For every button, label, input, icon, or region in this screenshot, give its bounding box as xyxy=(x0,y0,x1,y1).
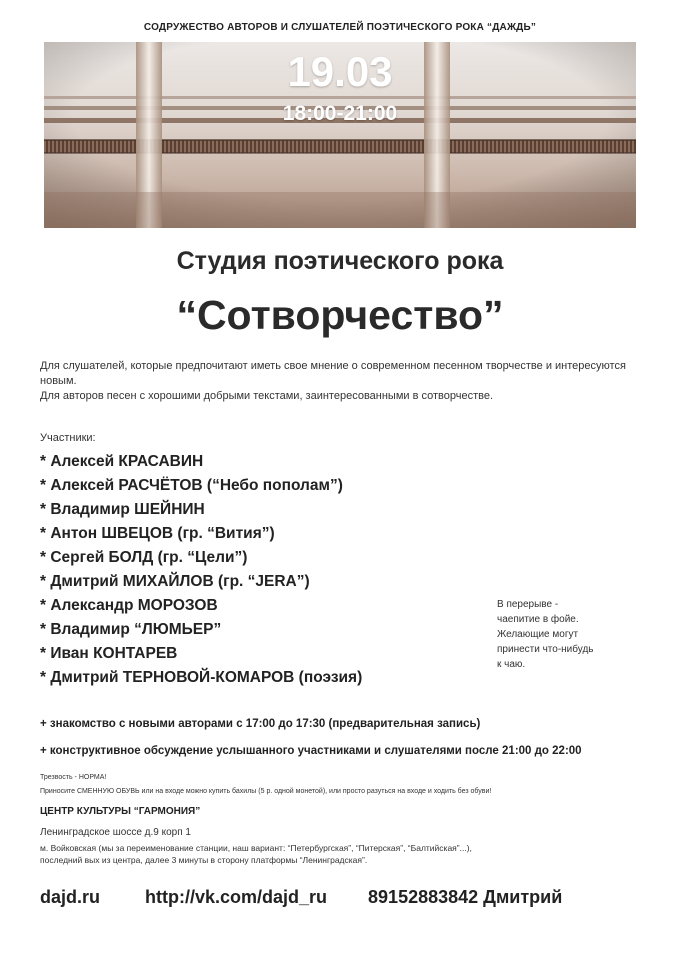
list-item: * Дмитрий ТЕРНОВОЙ-КОМАРОВ (поэзия) xyxy=(40,669,363,686)
event-time: 18:00-21:00 xyxy=(282,102,398,125)
directions-line: м. Войковская (мы за переименование станции, наш вариант: “Петербургская”, “Питерская”, “Балтийская”...), xyxy=(40,843,472,853)
list-item: * Владимир ШЕЙНИН xyxy=(40,501,205,518)
directions-line: последний вых из центра, далее 3 минуты в сторону платформы “Ленинградская”. xyxy=(40,855,368,865)
venue-name: ЦЕНТР КУЛЬТУРЫ “ГАРМОНИЯ” xyxy=(40,806,201,817)
list-item: * Иван КОНТАРЕВ xyxy=(40,645,178,662)
list-item: * Сергей БОЛД (гр. “Цели”) xyxy=(40,549,248,566)
list-item: * Алексей КРАСАВИН xyxy=(40,453,204,470)
list-item: * Антон ШВЕЦОВ (гр. “Вития”) xyxy=(40,525,275,542)
list-item: * Владимир “ЛЮМЬЕР” xyxy=(40,621,222,638)
venue-directions xyxy=(40,842,600,866)
break-note-line: Желающие могут xyxy=(497,629,579,640)
break-note xyxy=(497,597,615,672)
break-note-line: чаепитие в фойе. xyxy=(497,614,579,625)
event-date: 19.03 xyxy=(287,48,393,95)
members-label: Участники: xyxy=(40,432,96,444)
contacts xyxy=(40,887,562,908)
list-item: * Александр МОРОЗОВ xyxy=(40,597,218,614)
guitar-banner xyxy=(44,42,636,228)
extra-discussion: + конструктивное обсуждение услышанного участниками и слушателями после 21:00 до 22:00 xyxy=(40,745,582,757)
organization-header: СОДРУЖЕСТВО АВТОРОВ И СЛУШАТЕЛЕЙ ПОЭТИЧЕСКОГО РОКА “ДАЖДЬ” xyxy=(143,22,537,33)
extra-meet-authors: + знакомство с новыми авторами с 17:00 до 17:30 (предварительная запись) xyxy=(40,718,481,730)
break-note-line: принести что-нибудь xyxy=(497,644,594,655)
phone-contact: 89152883842 Дмитрий xyxy=(368,887,563,907)
intro-authors: Для авторов песен с хорошими добрыми текстами, заинтересованными в сотворчестве. xyxy=(40,390,494,402)
intro-text xyxy=(40,359,640,404)
studio-title: Студия поэтического рока xyxy=(176,247,504,275)
event-name: “Сотворчество” xyxy=(176,292,504,338)
rule-shoes: Приносите СМЕННУЮ ОБУВЬ или на входе можно купить бахилы (5 р. одной монетой), или просто разуться на входе и ходить без обуви! xyxy=(40,788,492,795)
venue-address: Ленинградское шоссе д.9 корп 1 xyxy=(40,827,191,838)
list-item: * Алексей РАСЧЁТОВ (“Небо пополам”) xyxy=(40,477,343,494)
rule-sobriety: Трезвость - НОРМА! xyxy=(40,774,107,781)
members-list xyxy=(40,450,362,690)
site-link[interactable]: dajd.ru xyxy=(40,887,101,907)
break-note-line: к чаю. xyxy=(497,659,526,670)
break-note-line: В перерыве - xyxy=(497,599,559,610)
vk-link[interactable]: http://vk.com/dajd_ru xyxy=(145,887,328,907)
intro-listeners: Для слушателей, которые предпочитают иметь свое мнение о современном песенном творчестве и интересуются новым. xyxy=(40,360,626,387)
list-item: * Дмитрий МИХАЙЛОВ (гр. “JERA”) xyxy=(40,573,310,590)
photo-year: 2017 xyxy=(620,222,632,228)
